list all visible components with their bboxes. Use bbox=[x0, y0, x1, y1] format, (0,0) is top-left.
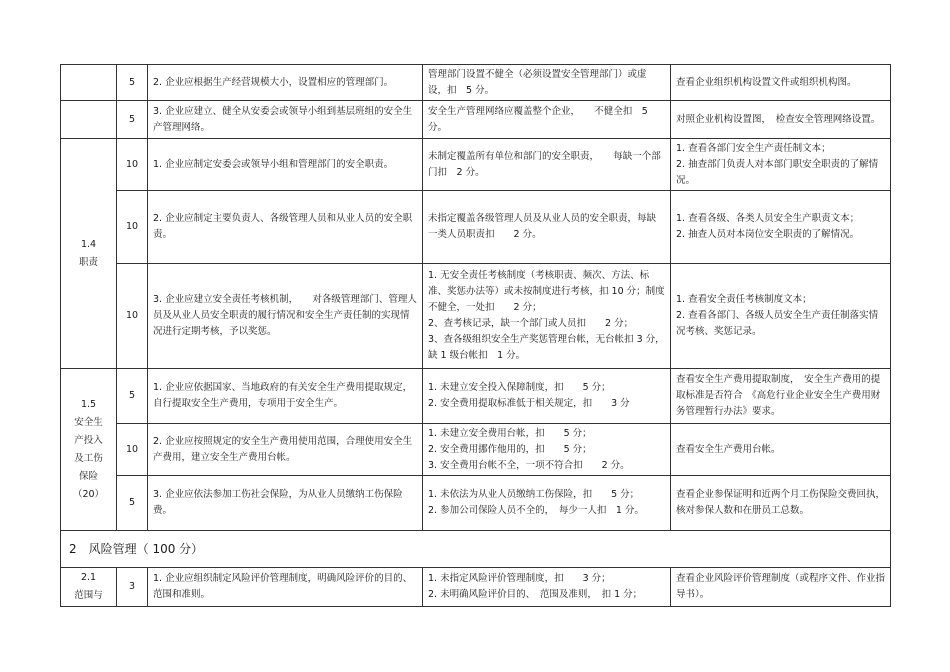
table-row bbox=[61, 369, 891, 424]
section-2-1-cell: 2.1 范围与 bbox=[61, 568, 117, 607]
points-cell: 10 bbox=[117, 264, 148, 369]
criteria-cell: 未制定覆盖所有单位和部门的安全职责， 每缺一个部门扣 2 分。 bbox=[423, 139, 671, 191]
table-row bbox=[61, 476, 891, 531]
points-cell: 10 bbox=[117, 139, 148, 191]
section-cell-blank bbox=[61, 65, 117, 101]
criteria-cell: 1. 未建立安全投入保障制度，扣 5 分； 2. 安全费用提取标准低于相关规定，扣 3 分 bbox=[423, 369, 671, 424]
method-cell: 1. 查看各部门安全生产责任制文本； 2. 抽查部门负责人对本部门职安全职责的了解情况。 bbox=[671, 139, 891, 191]
criteria-cell: 管理部门设置不健全（必须设置安全管理部门）或虚设，扣 5 分。 bbox=[423, 65, 671, 101]
points-cell: 3 bbox=[117, 568, 148, 607]
requirement-cell: 3. 企业应依法参加工伤社会保险，为从业人员缴纳工伤保险费。 bbox=[148, 476, 423, 531]
requirement-cell: 1. 企业应制定安委会或领导小组和管理部门的安全职责。 bbox=[148, 139, 423, 191]
section-1-5-cell: 1.5 安全生 产投入 及工伤 保险 （20） bbox=[61, 369, 117, 531]
method-cell: 1. 查看各级、各类人员安全生产职责文本； 2. 抽查人员对本岗位安全职责的了解情况。 bbox=[671, 191, 891, 264]
method-cell: 查看安全生产费用提取制度， 安全生产费用的提取标准是否符合 《高危行业企业安全生产费用财务管理暂行办法》要求。 bbox=[671, 369, 891, 424]
table-row bbox=[61, 191, 891, 264]
table-row bbox=[61, 65, 891, 101]
points-cell: 10 bbox=[117, 191, 148, 264]
section-2-heading: 2 风险管理（ 100 分） bbox=[61, 531, 891, 568]
method-cell: 查看企业组织机构设置文件或组织机构图。 bbox=[671, 65, 891, 101]
section-heading-row bbox=[61, 531, 891, 568]
points-cell: 10 bbox=[117, 424, 148, 476]
requirement-cell: 2. 企业应制定主要负责人、各级管理人员和从业人员的安全职责。 bbox=[148, 191, 423, 264]
points-cell: 5 bbox=[117, 65, 148, 101]
points-cell: 5 bbox=[117, 101, 148, 139]
requirement-cell: 3. 企业应建立安全责任考核机制， 对各级管理部门、管理人员及从业人员安全职责的履行情况和安全生产责任制的实现情况进行定期考核，予以奖惩。 bbox=[148, 264, 423, 369]
method-cell: 1. 查看安全责任考核制度文本； 2. 查看各部门、各级人员安全生产责任制落实情况考核、奖惩记录。 bbox=[671, 264, 891, 369]
criteria-cell: 1. 无安全责任考核制度（考核职责、频次、方法、标准、奖惩办法等）或未按制度进行考核，扣 10 分；制度不健全，一处扣 2 分； 2、查考核记录，缺一个部门或人员扣 2 分； 3、查各级组织安全生产奖惩管理台帐，无台帐扣 3 分，缺 1 级台帐扣 1 分。 bbox=[423, 264, 671, 369]
requirement-cell: 1. 企业应依据国家、当地政府的有关安全生产费用提取规定，自行提取安全生产费用，专项用于安全生产。 bbox=[148, 369, 423, 424]
points-cell: 5 bbox=[117, 369, 148, 424]
table-row bbox=[61, 424, 891, 476]
method-cell: 查看企业参保证明和近两个月工伤保险交费回执，核对参保人数和在册员工总数。 bbox=[671, 476, 891, 531]
requirement-cell: 3. 企业应建立、健全从安委会或领导小组到基层班组的安全生产管理网络。 bbox=[148, 101, 423, 139]
table-row bbox=[61, 568, 891, 607]
evaluation-table bbox=[60, 64, 891, 607]
table-row bbox=[61, 264, 891, 369]
requirement-cell: 1. 企业应组织制定风险评价管理制度，明确风险评价的目的、范围和准则。 bbox=[148, 568, 423, 607]
requirement-cell: 2. 企业应根据生产经营规模大小，设置相应的管理部门。 bbox=[148, 65, 423, 101]
criteria-cell: 1. 未建立安全费用台帐，扣 5 分； 2. 安全费用挪作他用的，扣 5 分； 3. 安全费用台帐不全，一项不符合扣 2 分。 bbox=[423, 424, 671, 476]
table-row bbox=[61, 101, 891, 139]
criteria-cell: 1. 未指定风险评价管理制度，扣 3 分； 2. 未明确风险评价目的、 范围及准则， 扣 1 分； bbox=[423, 568, 671, 607]
method-cell: 对照企业机构设置图， 检查安全管理网络设置。 bbox=[671, 101, 891, 139]
method-cell: 查看安全生产费用台帐。 bbox=[671, 424, 891, 476]
requirement-cell: 2. 企业应按照规定的安全生产费用使用范围，合理使用安全生产费用，建立安全生产费用台帐。 bbox=[148, 424, 423, 476]
table-row bbox=[61, 139, 891, 191]
criteria-cell: 1. 未依法为从业人员缴纳工伤保险，扣 5 分； 2. 参加公司保险人员不全的， 每少一人扣 1 分。 bbox=[423, 476, 671, 531]
criteria-cell: 未指定覆盖各级管理人员及从业人员的安全职责，每缺一类人员职责扣 2 分。 bbox=[423, 191, 671, 264]
points-cell: 5 bbox=[117, 476, 148, 531]
criteria-cell: 安全生产管理网络应覆盖整个企业， 不健全扣 5 分。 bbox=[423, 101, 671, 139]
section-1-4-cell: 1.4 职责 bbox=[61, 139, 117, 369]
method-cell: 查看企业风险评价管理制度（或程序文件、作业指导书）。 bbox=[671, 568, 891, 607]
section-cell-blank bbox=[61, 101, 117, 139]
